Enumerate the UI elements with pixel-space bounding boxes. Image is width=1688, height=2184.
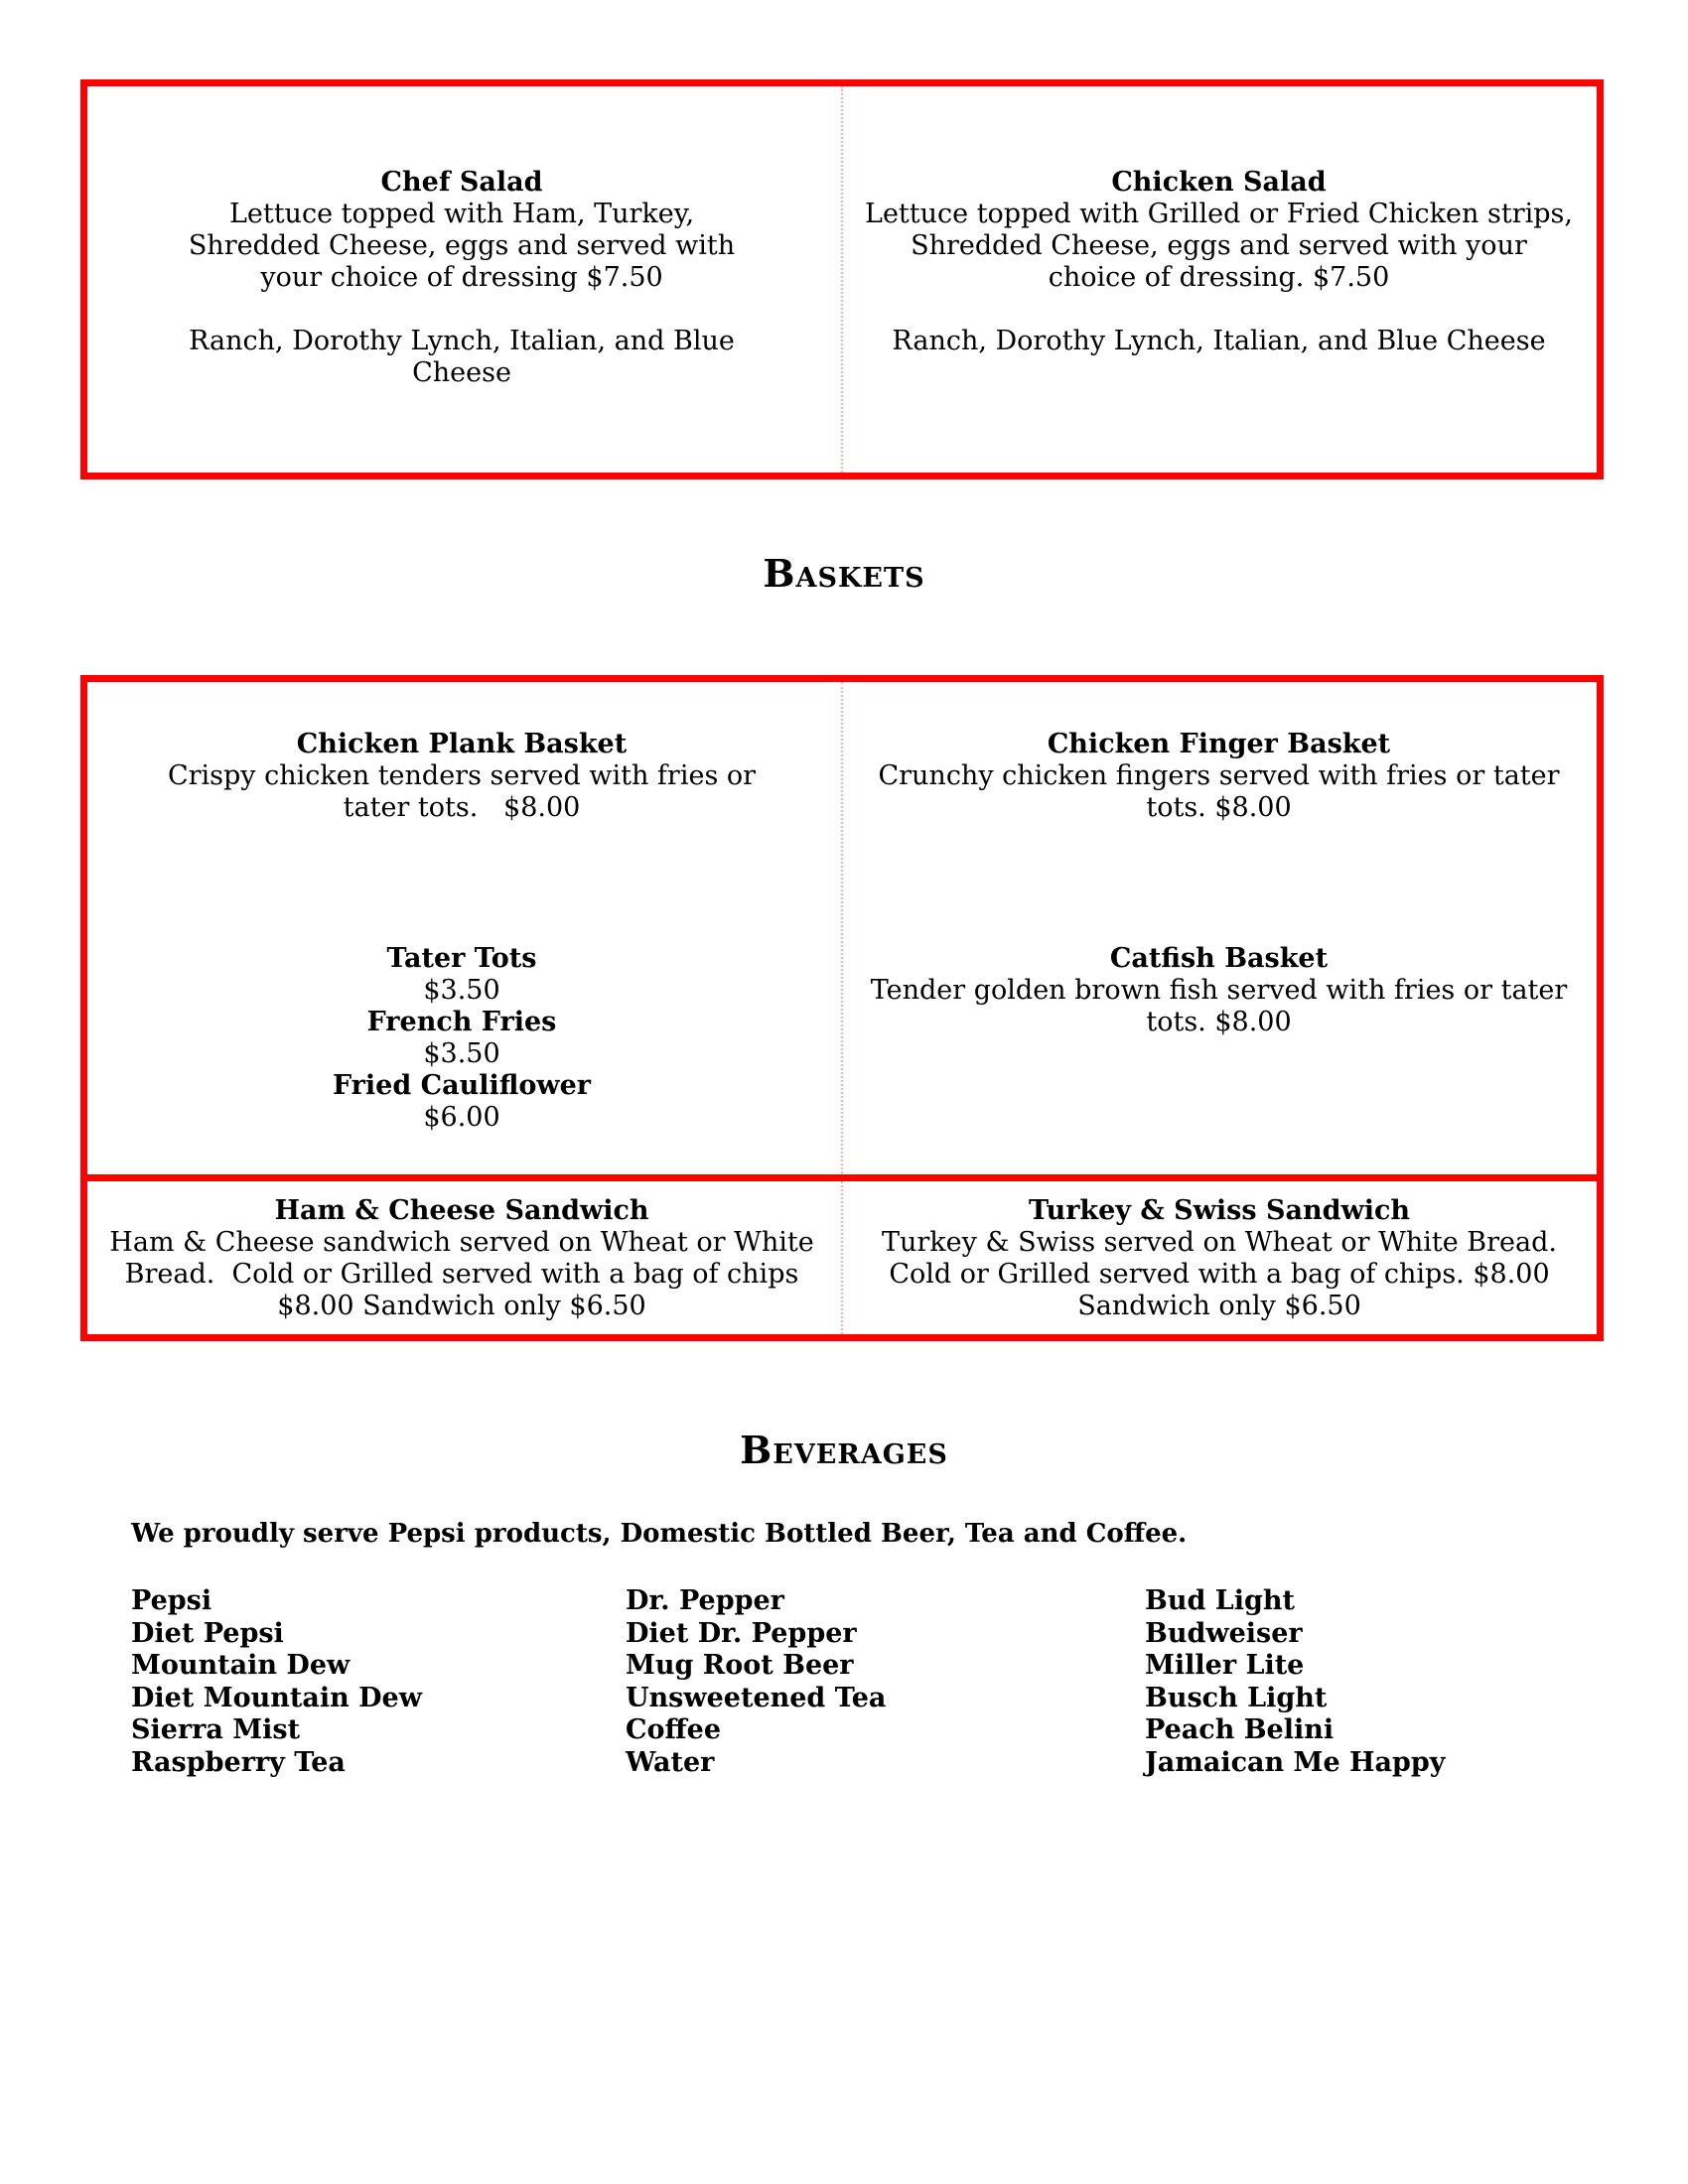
sides-list	[223, 943, 700, 1134]
side-price: $3.50	[423, 975, 500, 1006]
beverage-item: Dr. Pepper	[626, 1585, 784, 1616]
chef-salad-name: Chef Salad	[380, 167, 543, 198]
beverage-item: Diet Mountain Dew	[131, 1682, 422, 1713]
beverage-item: Miller Lite	[1145, 1650, 1305, 1681]
sandwich-divider	[841, 1181, 843, 1334]
beverage-column-other-drinks	[626, 1585, 886, 1779]
chicken-salad-description: Lettuce topped with Grilled or Fried Chicken strips, Shredded Cheese, eggs and served with your choice of dressing. $7.50	[865, 199, 1573, 293]
side-price: $6.00	[423, 1102, 500, 1133]
ham-cheese-sandwich	[99, 1195, 824, 1322]
turkey-swiss-sandwich	[862, 1195, 1577, 1322]
ham-cheese-sandwich-name: Ham & Cheese Sandwich	[274, 1195, 649, 1226]
turkey-swiss-sandwich-description: Turkey & Swiss served on Wheat or White Bread. Cold or Grilled served with a bag of chips. $8.00 Sandwich only $6.50	[882, 1227, 1557, 1321]
chef-salad-dressings: Ranch, Dorothy Lynch, Italian, and Blue Cheese	[189, 326, 735, 388]
baskets-divider	[841, 682, 843, 1181]
beverage-item: Budweiser	[1145, 1617, 1303, 1649]
beverage-item: Sierra Mist	[131, 1714, 301, 1745]
beverage-item: Mountain Dew	[131, 1650, 351, 1681]
chef-salad-description: Lettuce topped with Ham, Turkey, Shredded Cheese, eggs and served with your choice of dressing $7.50	[188, 199, 736, 293]
beverage-item: Bud Light	[1145, 1585, 1295, 1616]
side-name: Tater Tots	[386, 943, 537, 974]
chicken-finger-basket-description: Crunchy chicken fingers served with fries or tater tots. $8.00	[878, 760, 1560, 823]
beverage-item: Busch Light	[1145, 1682, 1328, 1713]
beverage-item: Diet Pepsi	[131, 1617, 284, 1649]
chicken-salad-dressings: Ranch, Dorothy Lynch, Italian, and Blue Cheese	[892, 326, 1546, 356]
beverage-item: Diet Dr. Pepper	[626, 1617, 857, 1649]
catfish-basket-description: Tender golden brown fish served with fries or tater tots. $8.00	[870, 975, 1568, 1037]
chicken-plank-basket-name: Chicken Plank Basket	[296, 729, 628, 759]
chicken-plank-basket-description: Crispy chicken tenders served with fries or tater tots. $8.00	[167, 760, 765, 823]
beverages-heading: Beverages	[740, 1428, 948, 1472]
turkey-swiss-sandwich-name: Turkey & Swiss Sandwich	[1028, 1195, 1411, 1226]
side-name: Fried Cauliflower	[332, 1070, 592, 1101]
chef-salad	[149, 167, 774, 389]
side-price: $3.50	[423, 1038, 500, 1069]
beverage-item: Unsweetened Tea	[626, 1682, 887, 1713]
baskets-heading: Baskets	[763, 551, 925, 596]
beverage-item: Pepsi	[131, 1585, 212, 1616]
sandwich-separator	[80, 1174, 1604, 1181]
beverage-item: Coffee	[626, 1714, 722, 1745]
salads-divider	[841, 86, 843, 473]
ham-cheese-sandwich-description: Ham & Cheese sandwich served on Wheat or White Bread. Cold or Grilled served with a bag of chips $8.00 Sandwich only $6.50	[109, 1227, 823, 1321]
beverage-item: Raspberry Tea	[131, 1746, 346, 1778]
catfish-basket	[869, 943, 1569, 1038]
chicken-finger-basket-name: Chicken Finger Basket	[1047, 729, 1391, 759]
catfish-basket-name: Catfish Basket	[1109, 943, 1329, 974]
beverage-column-soft-drinks	[131, 1585, 422, 1779]
beverages-intro: We proudly serve Pepsi products, Domestic Bottled Beer, Tea and Coffee.	[131, 1519, 1188, 1549]
chicken-salad	[864, 167, 1574, 357]
beverage-item: Peach Belini	[1145, 1714, 1335, 1745]
side-name: French Fries	[366, 1007, 557, 1037]
beverage-column-beer	[1145, 1585, 1445, 1779]
beverage-item: Mug Root Beer	[626, 1650, 854, 1681]
chicken-plank-basket	[124, 729, 799, 824]
chicken-finger-basket	[869, 729, 1569, 824]
chicken-salad-name: Chicken Salad	[1111, 167, 1327, 198]
beverage-item: Jamaican Me Happy	[1145, 1746, 1446, 1778]
beverage-item: Water	[626, 1746, 715, 1778]
